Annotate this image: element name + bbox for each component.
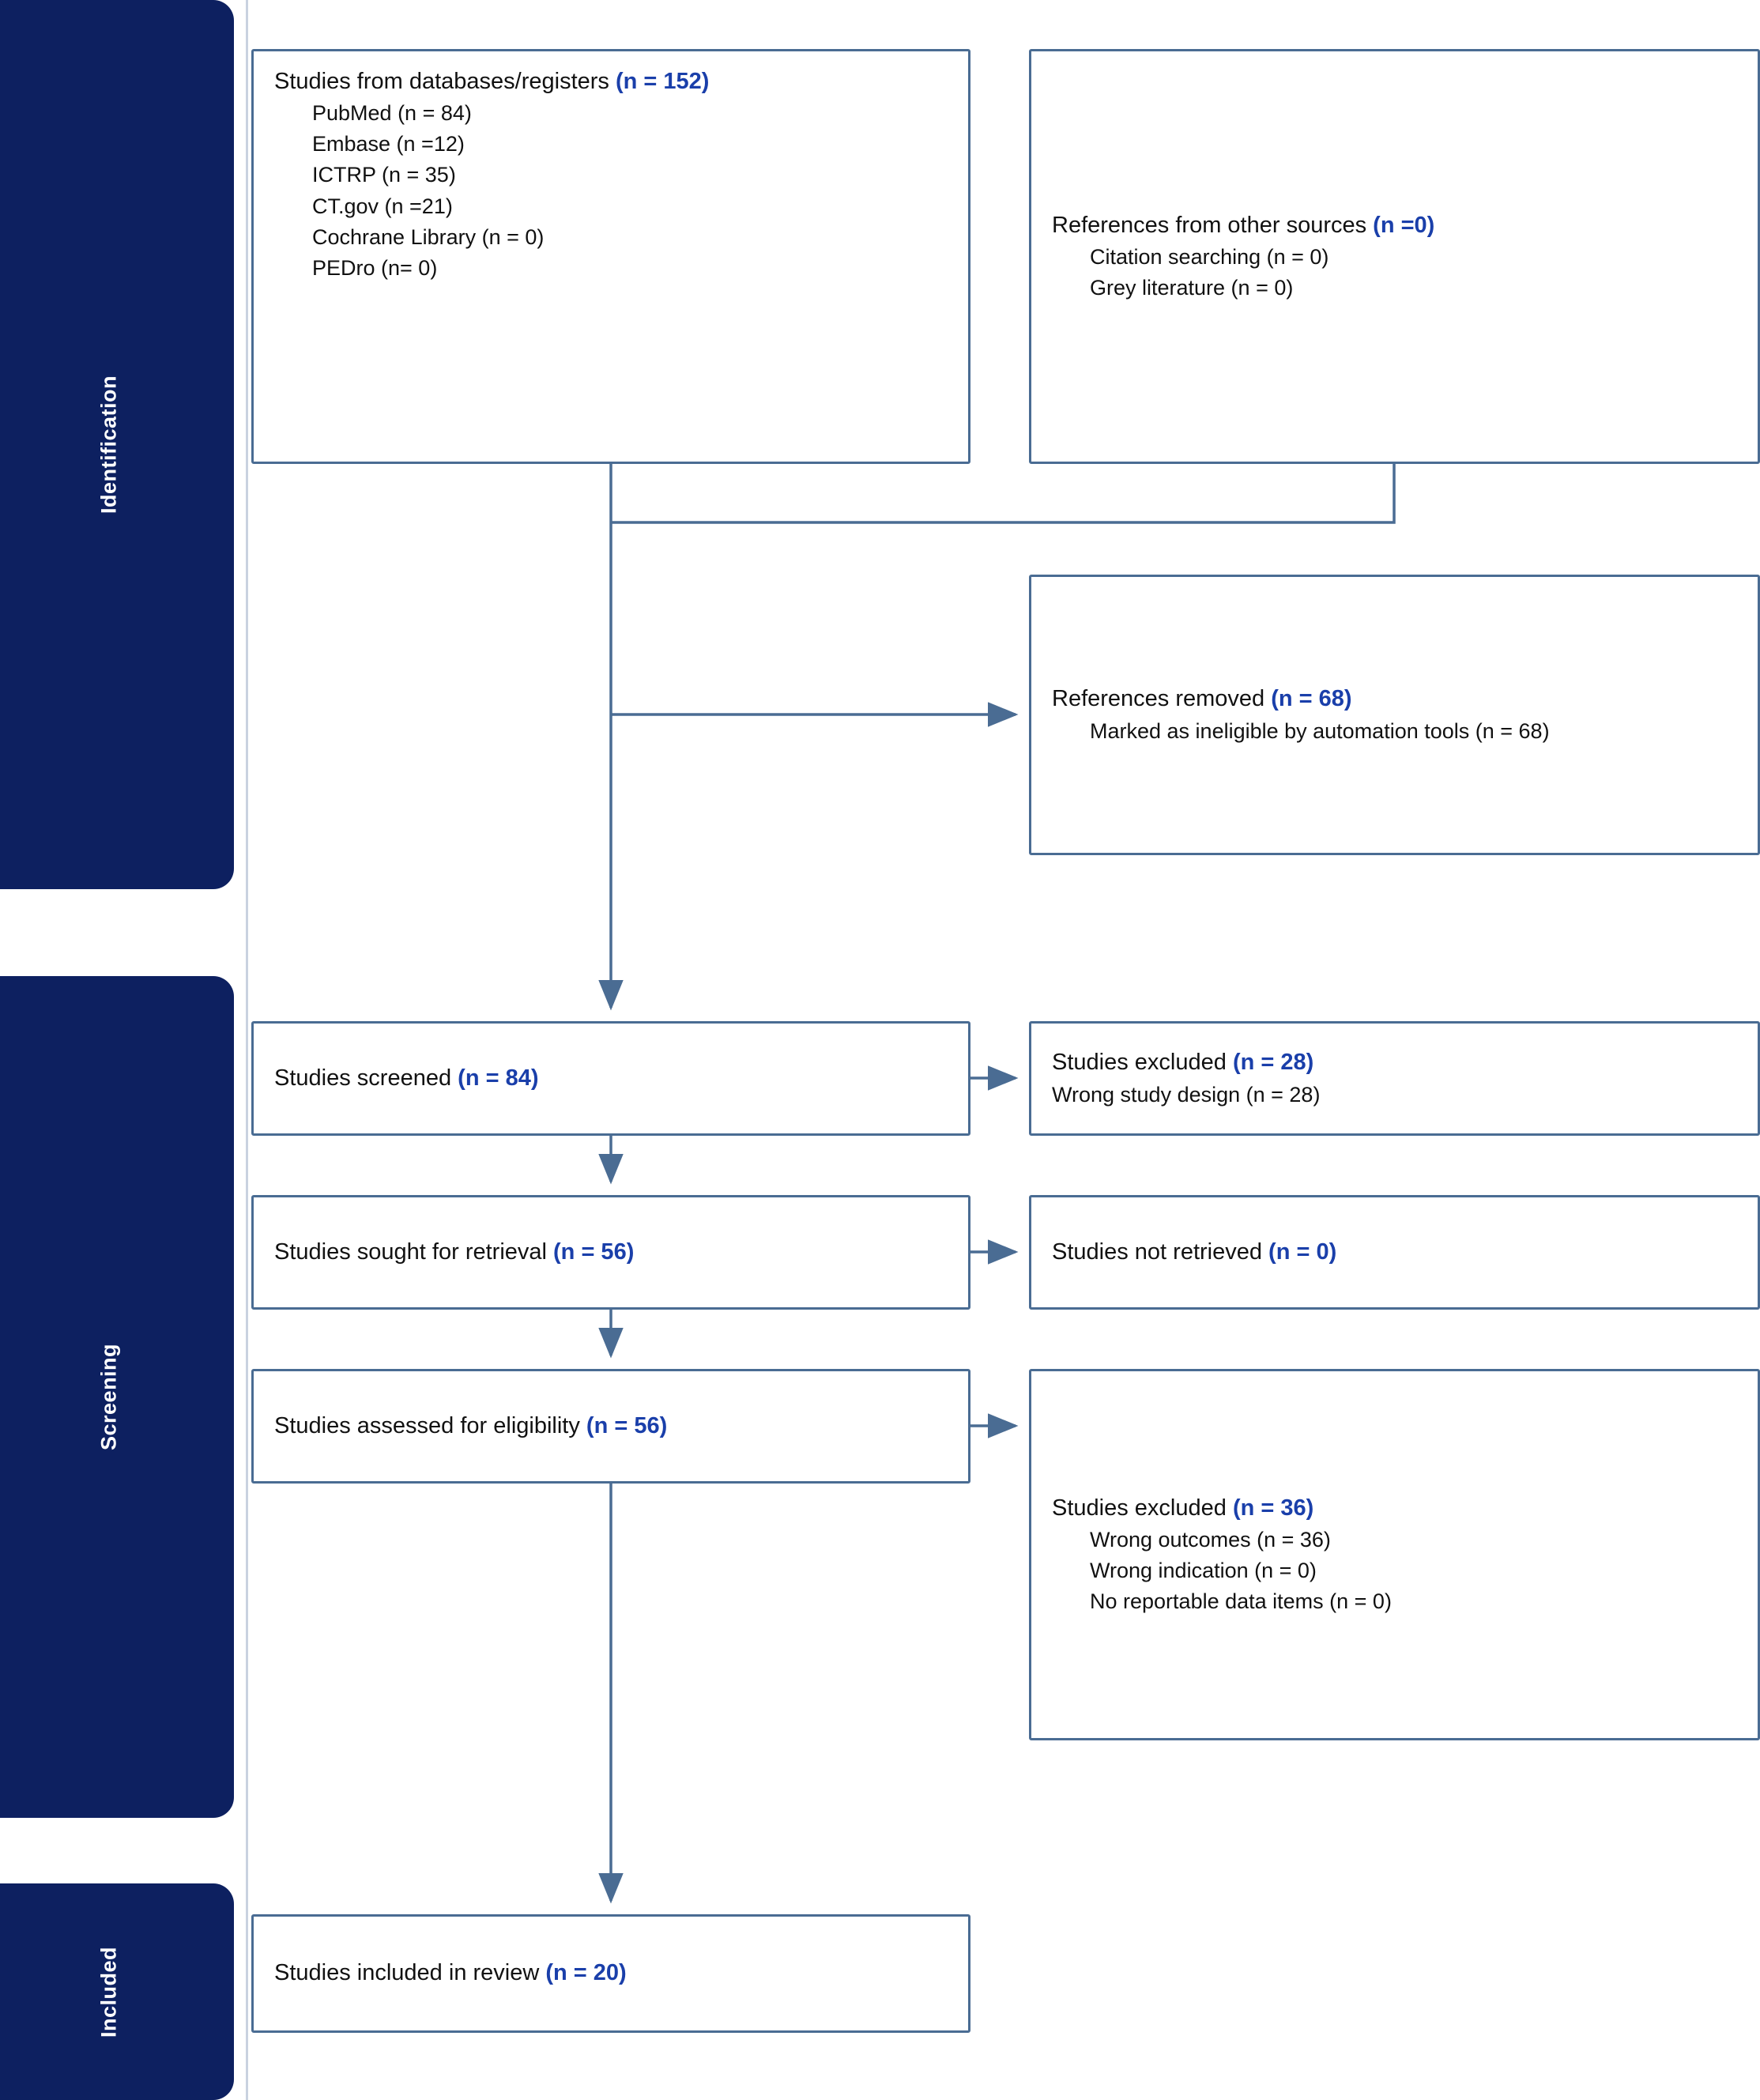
box-title	[274, 1062, 948, 1095]
box-studies-excluded-screening	[1029, 1021, 1760, 1136]
box-item: Cochrane Library (n = 0)	[312, 224, 545, 249]
box-title-count: (n = 20)	[545, 1960, 627, 1986]
box-item: PEDro (n= 0)	[312, 255, 438, 280]
box-title-text: References from other sources	[1052, 212, 1374, 238]
box-title	[274, 1957, 948, 1989]
stage-band-screening	[0, 976, 234, 1818]
box-title	[1052, 1492, 1737, 1525]
box-references-other-sources	[1029, 49, 1760, 464]
box-item: Wrong outcomes (n = 36)	[1090, 1527, 1331, 1551]
box-studies-excluded-eligibility	[1029, 1369, 1760, 1740]
box-item: Citation searching (n = 0)	[1090, 244, 1329, 269]
box-title-count: (n = 84)	[458, 1065, 539, 1091]
box-title-text: Studies excluded	[1052, 1495, 1233, 1521]
box-title	[1052, 1236, 1737, 1269]
box-title	[1052, 1046, 1737, 1079]
box-studies-sought-for-retrieval	[251, 1195, 970, 1310]
box-studies-assessed-for-eligibility	[251, 1369, 970, 1484]
stage-label-identification: Identification	[96, 375, 121, 514]
stage-band-identification	[0, 0, 234, 889]
box-title-count: (n = 56)	[586, 1412, 668, 1438]
box-title-text: Studies sought for retrieval	[274, 1239, 554, 1265]
box-title-count: (n =0)	[1373, 212, 1435, 238]
box-title	[274, 66, 948, 98]
box-title-text: Studies assessed for eligibility	[274, 1412, 586, 1438]
box-item: No reportable data items (n = 0)	[1090, 1589, 1392, 1614]
box-title-text: Studies from databases/registers	[274, 69, 616, 94]
box-title-text: References removed	[1052, 686, 1272, 712]
box-item: Embase (n =12)	[312, 132, 465, 156]
box-item: Marked as ineligible by automation tools (n = 68)	[1090, 718, 1550, 743]
box-title	[274, 1410, 948, 1442]
box-title-count: (n = 36)	[1232, 1495, 1314, 1521]
box-studies-included-in-review	[251, 1914, 970, 2033]
box-title-count: (n = 56)	[553, 1239, 635, 1265]
box-title-count: (n = 0)	[1268, 1239, 1337, 1265]
box-title	[274, 1236, 948, 1269]
box-item: ICTRP (n = 35)	[312, 163, 456, 187]
box-title-count: (n = 152)	[615, 69, 710, 94]
box-item: Wrong indication (n = 0)	[1090, 1559, 1317, 1583]
box-title-text: Studies included in review	[274, 1960, 546, 1986]
box-item: CT.gov (n =21)	[312, 194, 453, 218]
box-title	[1052, 209, 1737, 242]
box-title-text: Studies screened	[274, 1065, 458, 1091]
box-studies-screened	[251, 1021, 970, 1136]
stage-band-included	[0, 1883, 234, 2100]
box-item: PubMed (n = 84)	[312, 101, 472, 126]
box-references-removed	[1029, 575, 1760, 855]
box-item: Wrong study design (n = 28)	[1052, 1082, 1321, 1107]
column-divider	[246, 0, 248, 2100]
stage-label-screening: Screening	[96, 1343, 121, 1451]
box-title-text: Studies excluded	[1052, 1050, 1233, 1076]
box-title-count: (n = 68)	[1271, 686, 1352, 712]
box-title-count: (n = 28)	[1232, 1050, 1314, 1076]
box-title	[1052, 683, 1737, 715]
box-studies-from-databases	[251, 49, 970, 464]
box-title-text: Studies not retrieved	[1052, 1239, 1269, 1265]
box-item: Grey literature (n = 0)	[1090, 276, 1294, 300]
box-studies-not-retrieved	[1029, 1195, 1760, 1310]
stage-label-included: Included	[96, 1946, 121, 2038]
